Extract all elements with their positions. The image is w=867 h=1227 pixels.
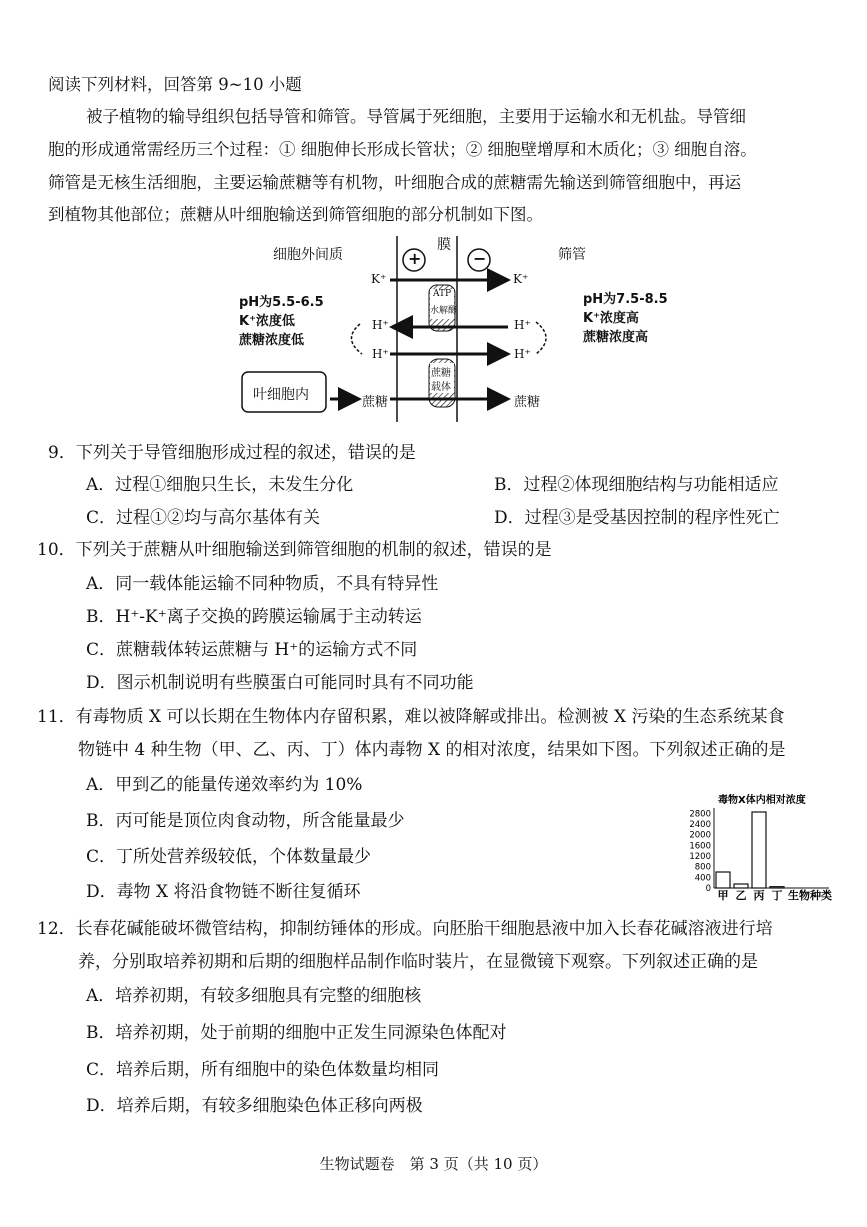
intro-paragraph-line-2: 胞的形成通常需经历三个过程：① 细胞伸长形成长管状；② 细胞壁增厚和木质化；③ 细胞自溶。 [48,140,757,159]
question-12-stem-line-2: 养，分别取培养初期和后期的细胞样品制作临时装片，在显微镜下观察。下列叙述正确的是 [78,952,758,972]
atp-label: ATP [433,289,452,299]
intro-paragraph-line-4: 到植物其他部位；蔗糖从叶细胞输送到筛管细胞的部分机制如下图。 [48,205,543,224]
right-ph-label: pH为7.5-8.5 [583,292,668,307]
y-tick-label: 800 [694,862,711,873]
question-10-option-d: D．图示机制说明有些膜蛋白可能同时具有不同功能 [86,673,474,693]
question-11-option-d: D．毒物 X 将沿食物链不断往复循环 [86,882,361,902]
h-left-label-2: H⁺ [372,347,389,361]
question-9-option-c: C．过程①②均与高尔基体有关 [86,508,321,528]
question-10-option-a: A．同一载体能运输不同种物质，不具有特异性 [86,574,439,594]
h-right-label-2: H⁺ [514,347,531,361]
y-tick-label: 2000 [689,830,711,841]
left-ph-label: pH为5.5-6.5 [239,295,324,310]
x-tick-label: 甲 [717,889,729,902]
page-footer: 生物试题卷 第 3 页（共 10 页） [319,1155,548,1173]
question-12-option-a: A．培养初期，有较多细胞具有完整的细胞核 [86,986,422,1006]
left-k-label: K⁺浓度低 [239,314,295,329]
y-tick-label: 1600 [689,841,711,852]
carrier-label-1: 蔗糖 [431,368,451,379]
bar-丙 [752,812,766,888]
k-right-label: K⁺ [513,272,529,286]
y-tick-label: 400 [694,873,711,884]
question-11-option-a: A．甲到乙的能量传递效率约为 10% [86,775,363,795]
x-tick-label: 丙 [753,889,765,902]
toxin-concentration-chart [668,792,848,904]
y-tick-label: 0 [705,884,711,894]
question-12-option-b: B．培养初期，处于前期的细胞中正发生同源染色体配对 [86,1023,507,1043]
chart-svg [668,792,848,904]
atp-enzyme-label: 水解酶 [430,306,458,316]
question-11-option-c: C．丁所处营养级较低，个体数量最少 [86,847,372,867]
right-sucrose-label: 蔗糖浓度高 [583,330,649,345]
question-11-option-b: B．丙可能是顶位肉食动物，所含能量最少 [86,811,405,831]
h-right-label-1: H⁺ [514,318,531,332]
question-9-stem: 9．下列关于导管细胞形成过程的叙述，错误的是 [48,443,416,463]
y-tick-label: 2400 [689,820,711,830]
intro-paragraph-line-1: 被子植物的输导组织包括导管和筛管。导管属于死细胞，主要用于运输水和无机盐。导管细 [86,107,746,126]
question-11-stem-line-1: 11．有毒物质 X 可以长期在生物体内存留积累，难以被降解或排出。检测被 X 污染的生态系统某食 [37,707,785,727]
question-12-option-d: D．培养后期，有较多细胞染色体正移向两极 [86,1096,423,1116]
plus-sign: + [408,249,422,268]
question-10-stem: 10．下列关于蔗糖从叶细胞输送到筛管细胞的机制的叙述，错误的是 [37,540,552,560]
leaf-cell-label: 叶细胞内 [253,387,309,403]
question-9-option-a: A．过程①细胞只生长，未发生分化 [86,475,354,495]
sucrose-left-label: 蔗糖 [362,395,389,410]
bar-甲 [716,872,730,888]
question-10-option-c: C．蔗糖载体转运蔗糖与 H⁺的运输方式不同 [86,640,418,660]
diagram-left-title: 细胞外间质 [273,247,343,263]
diagram-right-title: 筛管 [558,247,586,263]
diagram-membrane-label: 膜 [437,237,451,253]
y-tick-label: 1200 [689,852,711,862]
x-tick-label: 丁 [771,889,783,902]
sucrose-right-label: 蔗糖 [514,395,541,410]
bar-丁 [770,887,784,888]
reading-heading: 阅读下列材料，回答第 9~10 小题 [48,75,302,94]
question-10-option-b: B．H⁺-K⁺离子交换的跨膜运输属于主动转运 [86,607,422,627]
right-k-label: K⁺浓度高 [583,311,639,326]
bar-乙 [734,884,748,888]
x-tick-label: 乙 [735,889,747,902]
k-left-label: K⁺ [371,272,387,286]
y-tick-label: 2800 [689,809,711,820]
question-11-stem-line-2: 物链中 4 种生物（甲、乙、丙、丁）体内毒物 X 的相对浓度，结果如下图。下列叙述正确的是 [78,740,786,760]
x-axis-label: 生物种类 [788,889,832,902]
question-9-option-d: D．过程③是受基因控制的程序性死亡 [494,508,780,528]
intro-paragraph-line-3: 筛管是无核生活细胞，主要运输蔗糖等有机物，叶细胞合成的蔗糖需先输送到筛管细胞中，再运 [48,173,741,192]
minus-sign: − [473,249,487,268]
h-left-label-1: H⁺ [372,318,389,332]
chart-title: 毒物X体内相对浓度 [718,795,806,806]
left-sucrose-label: 蔗糖浓度低 [239,333,305,348]
question-12-option-c: C．培养后期，所有细胞中的染色体数量均相同 [86,1060,440,1080]
carrier-label-2: 载体 [431,382,451,393]
question-9-option-b: B．过程②体现细胞结构与功能相适应 [494,475,779,495]
question-12-stem-line-1: 12．长春花碱能破坏微管结构，抑制纺锤体的形成。向胚胎干细胞悬液中加入长春花碱溶液进行培 [37,919,773,939]
